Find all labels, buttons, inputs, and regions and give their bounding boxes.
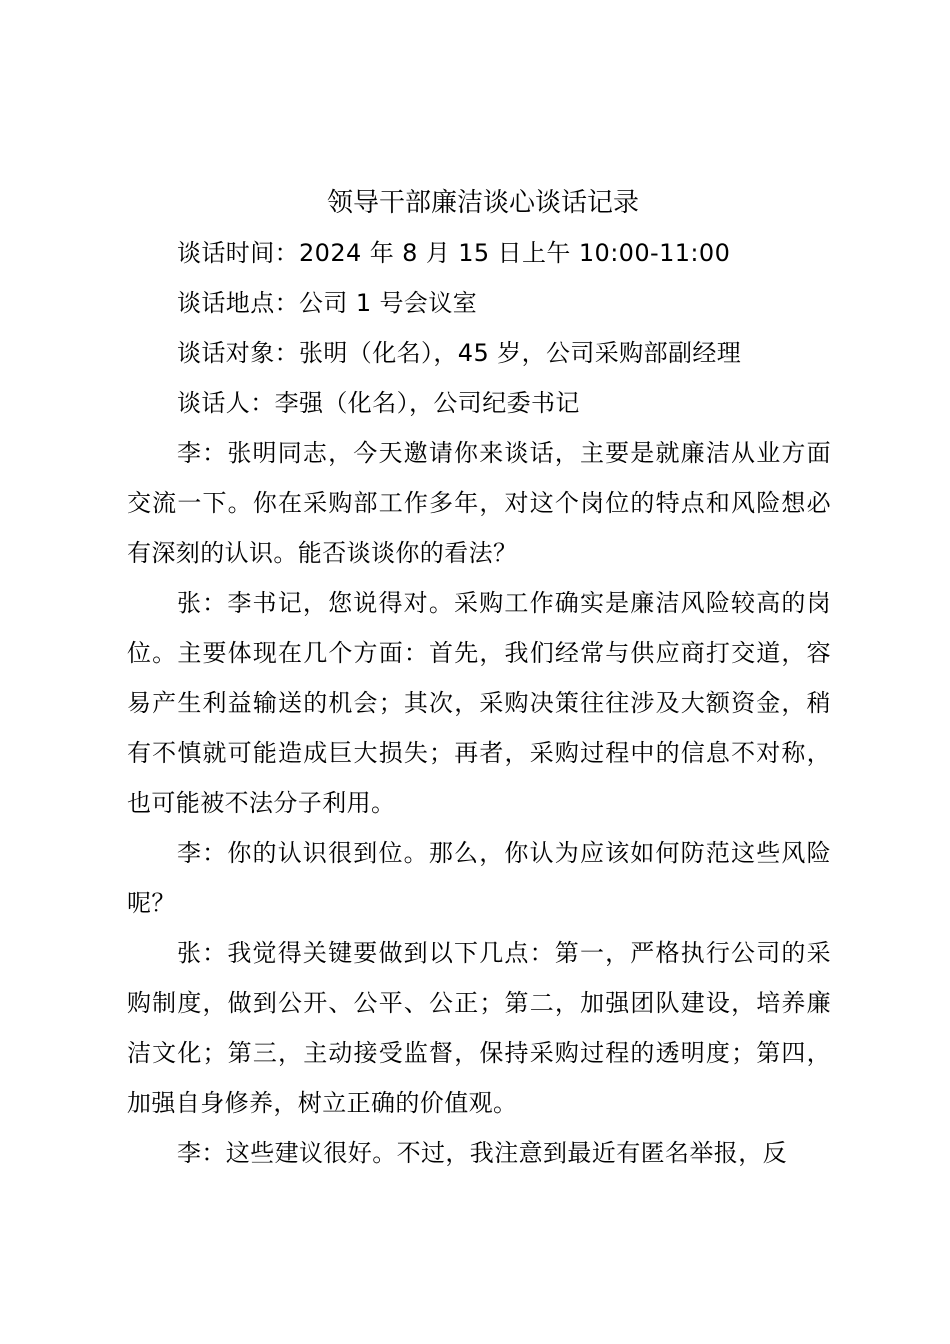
- dialogue-paragraph: 李：这些建议很好。不过，我注意到最近有匿名举报，反: [177, 1139, 787, 1167]
- dialogue-paragraph: 李：张明同志，今天邀请你来谈话，主要是就廉洁从业方面交流一下。你在采购部工作多年，对这个岗位的特点和风险想必有深刻的认识。能否谈谈你的看法？: [127, 439, 831, 567]
- meta-subject: 谈话对象：张明（化名），45 岁，公司采购部副经理: [177, 339, 742, 367]
- meta-time: 谈话时间：2024 年 8 月 15 日上午 10:00-11:00: [177, 239, 731, 267]
- meta-interviewer: 谈话人：李强（化名），公司纪委书记: [177, 389, 580, 417]
- dialogue-paragraph: 张：李书记，您说得对。采购工作确实是廉洁风险较高的岗位。主要体现在几个方面：首先，我们经常与供应商打交道，容易产生利益输送的机会；其次，采购决策往往涉及大额资金，稍有不慎就可能造成巨大损失；再者，采购过程中的信息不对称，也可能被不法分子利用。: [127, 589, 831, 817]
- dialogue-paragraph: 张：我觉得关键要做到以下几点：第一，严格执行公司的采购制度，做到公开、公平、公正；第二，加强团队建设，培养廉洁文化；第三，主动接受监督，保持采购过程的透明度；第四，加强自身修养，树立正确的价值观。: [127, 939, 831, 1117]
- document-page: [127, 178, 831, 1178]
- dialogue-paragraph: 李：你的认识很到位。那么，你认为应该如何防范这些风险呢？: [127, 839, 831, 917]
- meta-location: 谈话地点：公司 1 号会议室: [177, 289, 478, 317]
- document-title: 领导干部廉洁谈心谈话记录: [326, 188, 639, 218]
